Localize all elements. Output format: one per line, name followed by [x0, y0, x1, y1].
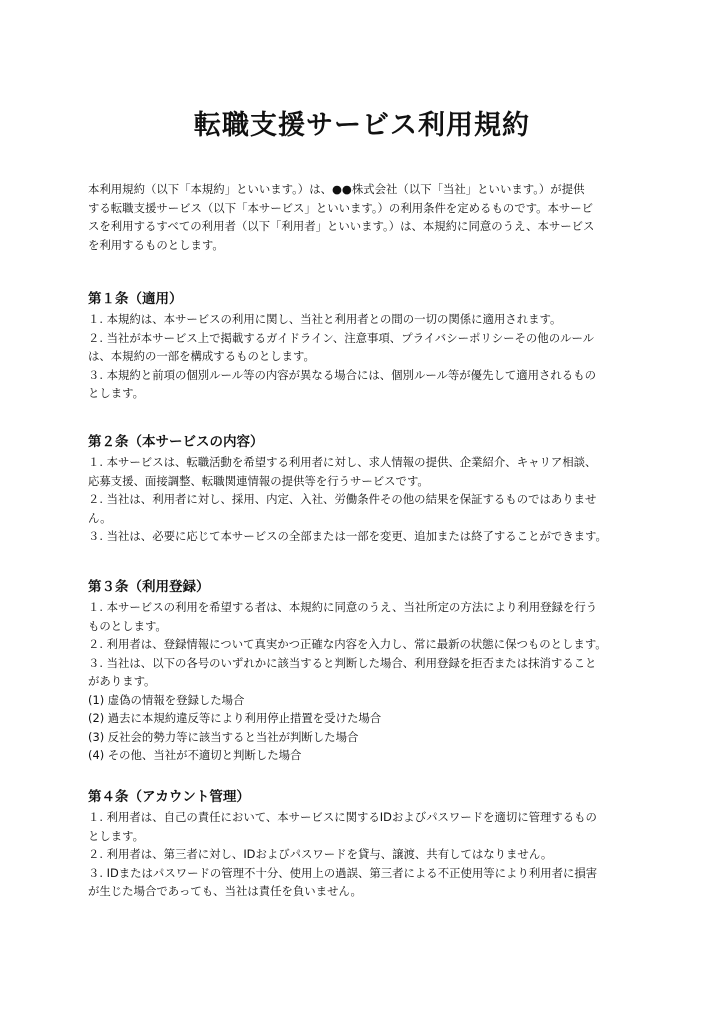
article-line: ものとします。	[88, 618, 167, 633]
article-line: ２. 利用者は、登録情報について真実かつ正確な内容を入力し、常に最新の状態に保つものとします。	[88, 637, 607, 651]
article-line: ３. 本規約と前項の個別ルール等の内容が異なる場合には、個別ルール等が優先して適用されるもの	[88, 367, 596, 382]
article-heading: 第１条（適用）	[88, 291, 183, 307]
article-3	[88, 578, 648, 765]
article-line: が生じた場合であっても、当社は責任を負いません。	[88, 884, 362, 898]
article-line: １. 本規約は、本サービスの利用に関し、当社と利用者との間の一切の関係に適用されます。	[88, 312, 562, 326]
article-4	[88, 788, 648, 901]
intro-line: する転職支援サービス（以下「本サービス」といいます。）の利用条件を定めるものです。本サービ	[88, 200, 594, 215]
article-line: とします。	[88, 828, 145, 843]
article-line: ３. IDまたはパスワードの管理不十分、使用上の過誤、第三者による不正使用等により利用者に損害	[88, 865, 598, 880]
article-list-item: (1) 虚偽の情報を登録した場合	[88, 692, 245, 707]
article-line: １. 利用者は、自己の責任において、本サービスに関するIDおよびパスワードを適切に管理するもの	[88, 810, 597, 824]
intro-line: スを利用するすべての利用者（以下「利用者」といいます。）は、本規約に同意のうえ、本サービス	[88, 219, 595, 233]
article-line: ２. 利用者は、第三者に対し、IDおよびパスワードを貸与、譲渡、共有してはなりません。	[88, 847, 553, 861]
article-heading: 第４条（アカウント管理）	[88, 789, 250, 805]
article-line: ３. 当社は、必要に応じて本サービスの全部または一部を変更、追加または終了することができます。	[88, 529, 607, 543]
article-line: １. 本サービスの利用を希望する者は、本規約に同意のうえ、当社所定の方法により利用登録を行う	[88, 600, 598, 614]
article-line: ２. 当社は、利用者に対し、採用、内定、入社、労働条件その他の結果を保証するものではありませ	[88, 492, 597, 506]
article-1	[88, 290, 648, 403]
document-title: 転職支援サービス利用規約	[194, 110, 530, 141]
article-line: とします。	[88, 386, 145, 400]
article-2	[88, 433, 648, 546]
article-line: 応募支援、面接調整、転職関連情報の提供等を行うサービスです。	[88, 473, 429, 488]
article-heading: 第２条（本サービスの内容）	[88, 434, 264, 450]
article-line: ん。	[88, 510, 112, 525]
article-line: １. 本サービスは、転職活動を希望する利用者に対し、求人情報の提供、企業紹介、キャリア相談、	[88, 455, 597, 469]
intro-line: を利用するものとします。	[88, 237, 224, 252]
article-list-item: (4) その他、当社が不適切と判断した場合	[88, 748, 302, 762]
article-line: ３. 当社は、以下の各号のいずれかに該当すると判断した場合、利用登録を拒否または抹消すること	[88, 655, 597, 670]
article-line: は、本規約の一部を構成するものとします。	[88, 349, 315, 363]
article-list-item: (2) 過去に本規約違反等により利用停止措置を受けた場合	[88, 711, 382, 725]
article-list-item: (3) 反社会的勢力等に該当すると当社が判断した場合	[88, 729, 359, 744]
article-line: があります。	[88, 674, 156, 688]
intro-paragraph	[88, 180, 640, 254]
article-line: ２. 当社が本サービス上で掲載するガイドライン、注意事項、プライバシーポリシーその他のルール	[88, 330, 595, 345]
intro-line: 本利用規約（以下「本規約」といいます。）は、●●株式会社（以下「当社」といいます。）が提供	[88, 182, 585, 196]
article-heading: 第３条（利用登録）	[88, 579, 210, 595]
